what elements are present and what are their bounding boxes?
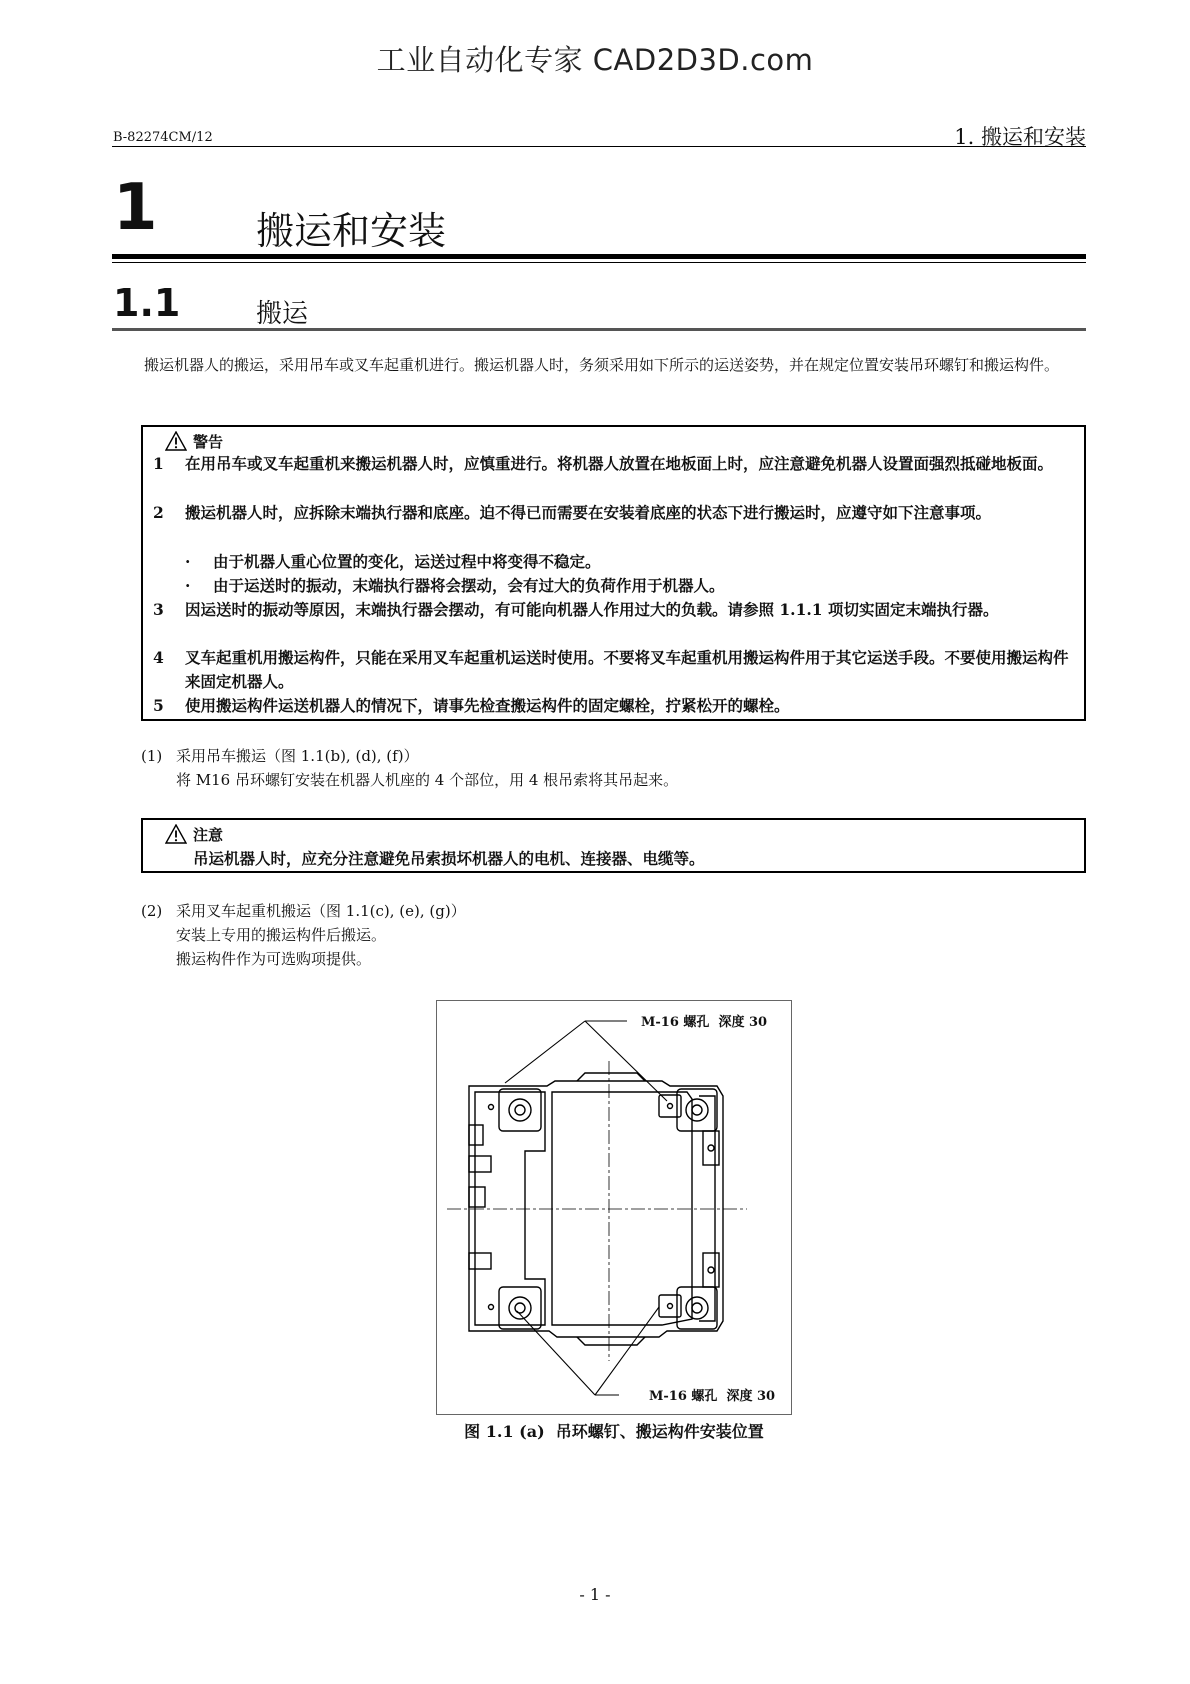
step-1-label: (1) [141, 747, 163, 765]
section-title: 搬运 [256, 299, 309, 329]
step-2-label: (2) [141, 902, 163, 920]
chapter-rule-thin [112, 262, 1086, 263]
section-rule [112, 328, 1086, 331]
warning-item-3 [153, 598, 1069, 622]
step-2-line-1: 安装上专用的搬运构件后搬运。 [176, 926, 387, 944]
caution-box [141, 818, 1086, 873]
watermark: 工业自动化专家 CAD2D3D.com [376, 43, 814, 77]
warning-triangle-icon [165, 824, 187, 844]
robot-base-drawing [437, 1001, 791, 1414]
warning-subitem-text: 由于机器人重心位置的变化，运送过程中将变得不稳定。 [213, 552, 601, 571]
warning-subitem-2 [185, 574, 1065, 598]
figure-label-top: M-16 螺孔 深度 30 [641, 1015, 768, 1030]
chapter-title: 搬运和安装 [256, 209, 447, 253]
warning-title [165, 431, 223, 452]
bullet: · [185, 576, 191, 595]
warning-item-text: 搬运机器人时，应拆除末端执行器和底座。迫不得已而需要在安装着底座的状态下进行搬运时，应遵守如下注意事项。 [185, 503, 992, 522]
warning-title-text: 警告 [193, 433, 224, 451]
figure-frame [436, 1000, 792, 1415]
bullet: · [185, 552, 191, 571]
chapter-rule-thick [112, 254, 1086, 259]
warning-subitem-text: 由于运送时的振动，末端执行器将会摆动，会有过大的负荷作用于机器人。 [213, 576, 725, 595]
chapter-number: 1 [113, 171, 158, 245]
document-code: B-82274CM/12 [113, 130, 213, 145]
warning-box [141, 425, 1086, 721]
warning-item-number: 5 [153, 696, 164, 715]
step-2-title: 采用叉车起重机搬运（图 1.1(c), (e), (g)） [176, 902, 466, 920]
warning-item-4 [153, 646, 1069, 694]
warning-item-1 [153, 452, 1069, 476]
page-number: - 1 - [579, 1585, 611, 1604]
warning-item-2 [153, 501, 1069, 525]
warning-item-number: 1 [153, 454, 164, 473]
warning-item-text: 因运送时的振动等原因，末端执行器会摆动，有可能向机器人作用过大的负载。请参照 1.1.1 项切实固定末端执行器。 [185, 600, 999, 619]
section-number: 1.1 [113, 281, 181, 325]
warning-subitem-1 [185, 550, 1065, 574]
warning-item-5 [153, 694, 1069, 718]
step-1-title: 采用吊车搬运（图 1.1(b), (d), (f)） [176, 747, 419, 765]
intro-paragraph: 搬运机器人的搬运，采用吊车或叉车起重机进行。搬运机器人时，务须采用如下所示的运送姿势，并在规定位置安装吊环螺钉和搬运构件。 [144, 356, 1060, 374]
warning-triangle-icon [165, 431, 187, 451]
caution-text: 吊运机器人时，应充分注意避免吊索损坏机器人的电机、连接器、电缆等。 [193, 849, 705, 868]
warning-item-text: 在用吊车或叉车起重机来搬运机器人时，应慎重进行。将机器人放置在地板面上时，应注意避免机器人设置面强烈抵碰地板面。 [185, 454, 1054, 473]
caution-title-text: 注意 [193, 826, 224, 844]
step-2-line-2: 搬运构件作为可选购项提供。 [176, 950, 372, 968]
warning-item-text: 叉车起重机用搬运构件，只能在采用叉车起重机运送时使用。不要将叉车起重机用搬运构件用于其它运送手段。不要使用搬运构件来固定机器人。 [185, 648, 1069, 691]
warning-item-number: 2 [153, 503, 164, 522]
warning-item-text: 使用搬运构件运送机器人的情况下，请事先检查搬运构件的固定螺栓，拧紧松开的螺栓。 [185, 696, 790, 715]
step-1-body: 将 M16 吊环螺钉安装在机器人机座的 4 个部位，用 4 根吊索将其吊起来。 [176, 771, 679, 789]
figure-caption: 图 1.1 (a) 吊环螺钉、搬运构件安装位置 [464, 1422, 764, 1441]
running-header-title: 1. 搬运和安装 [954, 125, 1086, 149]
figure-label-bottom: M-16 螺孔 深度 30 [649, 1389, 776, 1404]
warning-item-number: 4 [153, 648, 164, 667]
caution-title [165, 824, 223, 845]
warning-item-number: 3 [153, 600, 164, 619]
header-rule [112, 146, 1086, 147]
